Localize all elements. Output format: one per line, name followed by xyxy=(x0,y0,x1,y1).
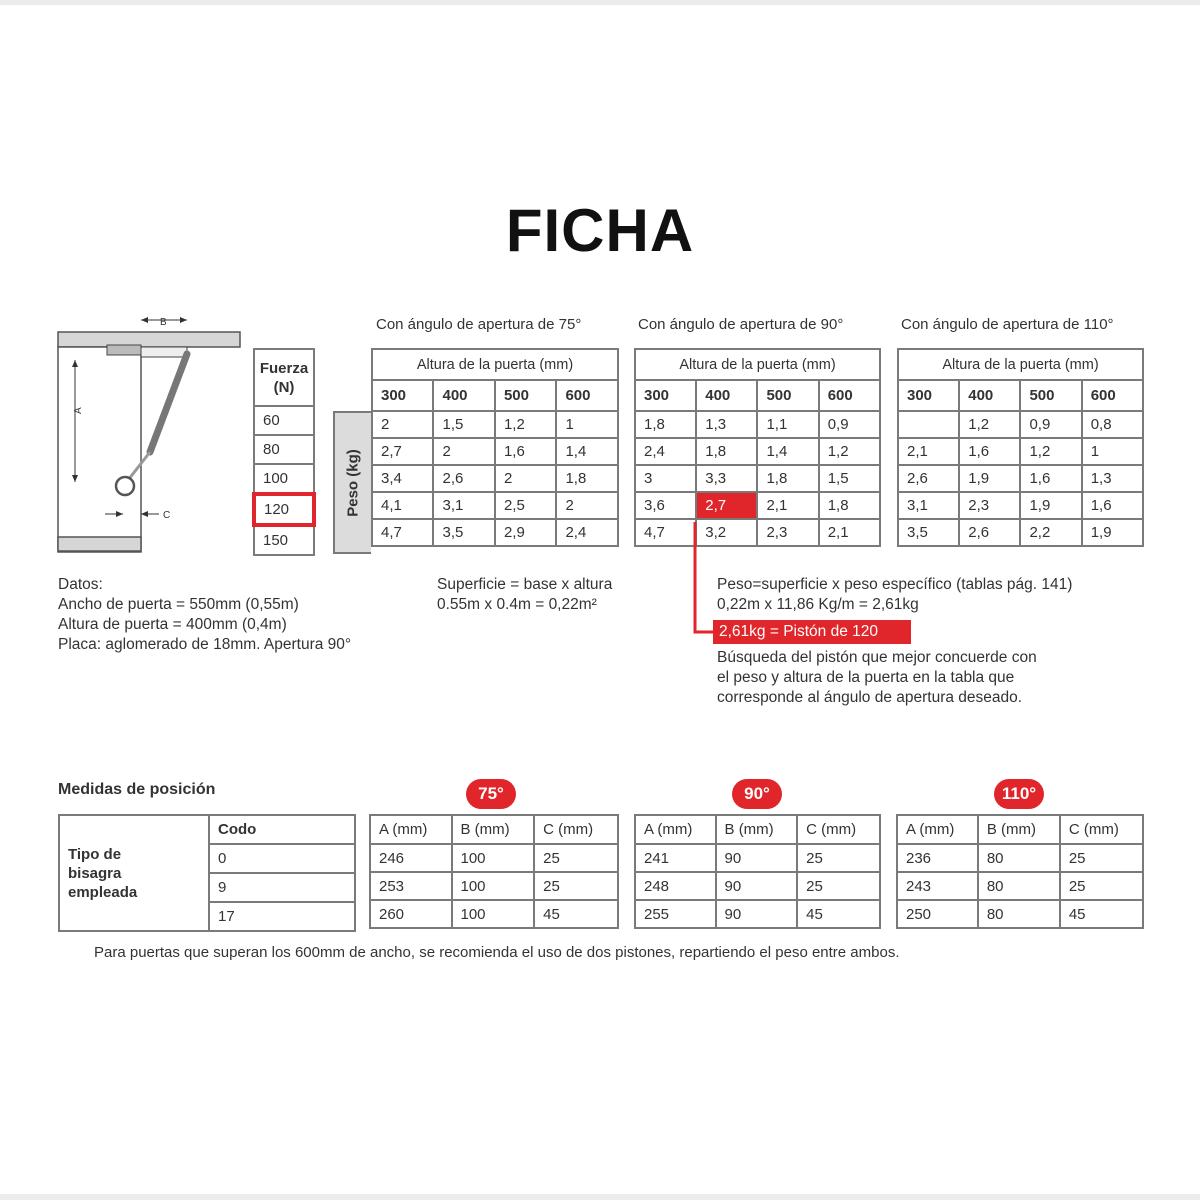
peso-cell: 1,3 xyxy=(696,411,757,438)
peso-cell: 2,2 xyxy=(1020,519,1081,546)
footer-note: Para puertas que superan los 600mm de ancho, se recomienda el uso de dos pistones, repartiendo el peso entre ambos. xyxy=(94,944,900,961)
peso-cell: 1,8 xyxy=(635,411,696,438)
altura-column-header: 300 xyxy=(372,380,433,411)
peso-cell: 1,6 xyxy=(959,438,1020,465)
peso-axis-label: Peso (kg) xyxy=(333,411,371,554)
posicion-cell: 90 xyxy=(716,844,798,872)
posicion-cell: 90 xyxy=(716,900,798,928)
peso-cell: 3,5 xyxy=(898,519,959,546)
peso-cell: 1,2 xyxy=(1020,438,1081,465)
peso-cell: 0,9 xyxy=(819,411,880,438)
peso-cell: 3,4 xyxy=(372,465,433,492)
posicion-table-110 xyxy=(896,814,1144,929)
peso-cell: 2,6 xyxy=(898,465,959,492)
peso-cell: 2,4 xyxy=(556,519,618,546)
peso-cell: 2,1 xyxy=(757,492,818,519)
peso-cell: 4,7 xyxy=(635,519,696,546)
posicion-column-header: B (mm) xyxy=(452,815,535,844)
peso-cell: 1 xyxy=(1082,438,1143,465)
peso-cell: 1,4 xyxy=(556,438,618,465)
label-c: C xyxy=(163,510,171,521)
posicion-cell: 255 xyxy=(635,900,716,928)
altura-column-header: 400 xyxy=(696,380,757,411)
peso-cell: 3,1 xyxy=(433,492,494,519)
fuerza-value: 60 xyxy=(254,406,314,435)
posicion-cell: 45 xyxy=(1060,900,1143,928)
peso-cell: 1,2 xyxy=(495,411,556,438)
peso-cell: 1,6 xyxy=(495,438,556,465)
peso-cell: 4,7 xyxy=(372,519,433,546)
peso-cell: 2,5 xyxy=(495,492,556,519)
posicion-title: Medidas de posición xyxy=(58,781,216,798)
peso-cell: 2 xyxy=(495,465,556,492)
codo-value: 0 xyxy=(209,844,355,873)
posicion-cell: 80 xyxy=(978,872,1060,900)
posicion-column-header: C (mm) xyxy=(1060,815,1143,844)
table-angle-110 xyxy=(897,348,1144,547)
peso-cell: 1,8 xyxy=(556,465,618,492)
superficie-block: Superficie = base x altura 0.55m x 0.4m = 0,22m² xyxy=(437,576,613,613)
peso-cell: 4,1 xyxy=(372,492,433,519)
badge-75: 75° xyxy=(466,779,516,809)
peso-cell: 3,6 xyxy=(635,492,696,519)
posicion-cell: 45 xyxy=(534,900,618,928)
badge-110: 110° xyxy=(994,779,1044,809)
posicion-cell: 243 xyxy=(897,872,978,900)
piston-cylinder xyxy=(150,354,187,452)
posicion-column-header: B (mm) xyxy=(978,815,1060,844)
result-label: 2,61kg = Pistón de 120 xyxy=(713,620,911,644)
altura-column-header: 300 xyxy=(898,380,959,411)
posicion-cell: 100 xyxy=(452,872,535,900)
caption-110: Con ángulo de apertura de 110° xyxy=(901,316,1114,333)
peso-cell: 1,6 xyxy=(1082,492,1143,519)
posicion-cell: 250 xyxy=(897,900,978,928)
posicion-cell: 25 xyxy=(797,872,880,900)
altura-column-header: 600 xyxy=(556,380,618,411)
peso-cell: 3,3 xyxy=(696,465,757,492)
posicion-cell: 25 xyxy=(1060,872,1143,900)
peso-cell: 2,4 xyxy=(635,438,696,465)
peso-cell: 2,6 xyxy=(959,519,1020,546)
posicion-cell: 236 xyxy=(897,844,978,872)
posicion-cell: 45 xyxy=(797,900,880,928)
peso-cell: 1,8 xyxy=(819,492,880,519)
peso-calc-block: Peso=superficie x peso específico (tablas pág. 141) 0,22m x 11,86 Kg/m = 2,61kg xyxy=(717,576,1073,613)
peso-cell: 1,5 xyxy=(433,411,494,438)
peso-cell xyxy=(898,411,959,438)
posicion-cell: 25 xyxy=(1060,844,1143,872)
tipo-bisagra-label: Tipo de bisagra empleada xyxy=(59,815,209,931)
posicion-cell: 248 xyxy=(635,872,716,900)
peso-cell: 2,1 xyxy=(898,438,959,465)
tipo-bisagra-table xyxy=(58,814,356,932)
datos-block: Datos: Ancho de puerta = 550mm (0,55m) Altura de puerta = 400mm (0,4m) Placa: aglomerado de 18mm. Apertura 90° xyxy=(58,576,352,653)
posicion-cell: 25 xyxy=(534,844,618,872)
table-angle-75 xyxy=(371,348,619,547)
codo-value: 17 xyxy=(209,902,355,931)
altura-column-header: 300 xyxy=(635,380,696,411)
altura-header: Altura de la puerta (mm) xyxy=(372,349,618,380)
piston-diagram xyxy=(55,312,245,558)
altura-column-header: 500 xyxy=(757,380,818,411)
codo-header: Codo xyxy=(209,815,355,844)
peso-cell: 1,9 xyxy=(959,465,1020,492)
posicion-cell: 253 xyxy=(370,872,452,900)
peso-cell: 0,9 xyxy=(1020,411,1081,438)
peso-cell: 3,2 xyxy=(696,519,757,546)
peso-cell: 2,7 xyxy=(696,492,757,519)
altura-column-header: 500 xyxy=(495,380,556,411)
label-b: B xyxy=(160,317,167,328)
top-border xyxy=(0,0,1200,5)
peso-cell: 1,8 xyxy=(757,465,818,492)
posicion-cell: 100 xyxy=(452,844,535,872)
fuerza-value: 100 xyxy=(254,464,314,494)
fuerza-value: 120 xyxy=(254,494,314,525)
posicion-cell: 246 xyxy=(370,844,452,872)
bottom-border xyxy=(0,1194,1200,1200)
peso-cell: 3,1 xyxy=(898,492,959,519)
peso-cell: 2,1 xyxy=(819,519,880,546)
page-title: FICHA xyxy=(505,197,695,264)
posicion-cell: 80 xyxy=(978,844,1060,872)
posicion-table-90 xyxy=(634,814,881,929)
fuerza-value: 80 xyxy=(254,435,314,464)
posicion-cell: 260 xyxy=(370,900,452,928)
posicion-cell: 25 xyxy=(797,844,880,872)
altura-header: Altura de la puerta (mm) xyxy=(898,349,1143,380)
altura-column-header: 600 xyxy=(819,380,880,411)
posicion-column-header: A (mm) xyxy=(370,815,452,844)
table-angle-90 xyxy=(634,348,881,547)
peso-cell: 1 xyxy=(556,411,618,438)
fuerza-table xyxy=(252,348,316,556)
posicion-cell: 100 xyxy=(452,900,535,928)
altura-column-header: 400 xyxy=(959,380,1020,411)
peso-cell: 2 xyxy=(433,438,494,465)
peso-cell: 1,3 xyxy=(1082,465,1143,492)
fuerza-header: Fuerza (N) xyxy=(254,349,314,406)
altura-column-header: 500 xyxy=(1020,380,1081,411)
peso-cell: 2,3 xyxy=(757,519,818,546)
posicion-column-header: B (mm) xyxy=(716,815,798,844)
fuerza-value: 150 xyxy=(254,525,314,555)
posicion-cell: 80 xyxy=(978,900,1060,928)
posicion-column-header: C (mm) xyxy=(797,815,880,844)
posicion-column-header: C (mm) xyxy=(534,815,618,844)
peso-cell: 1,9 xyxy=(1082,519,1143,546)
peso-cell: 1,1 xyxy=(757,411,818,438)
bottom-panel xyxy=(58,537,141,551)
peso-cell: 1,9 xyxy=(1020,492,1081,519)
altura-header: Altura de la puerta (mm) xyxy=(635,349,880,380)
peso-cell: 1,8 xyxy=(696,438,757,465)
altura-column-header: 400 xyxy=(433,380,494,411)
caption-90: Con ángulo de apertura de 90° xyxy=(638,316,844,333)
posicion-column-header: A (mm) xyxy=(897,815,978,844)
side-panel xyxy=(58,347,141,552)
peso-cell: 1,2 xyxy=(959,411,1020,438)
peso-cell: 2,7 xyxy=(372,438,433,465)
pivot-ring xyxy=(116,477,134,495)
busqueda-block: Búsqueda del pistón que mejor concuerde con el peso y altura de la puerta en la tabla que corresponde al ángulo de apertura deseado. xyxy=(717,649,1037,706)
peso-cell: 3,5 xyxy=(433,519,494,546)
peso-cell: 2,6 xyxy=(433,465,494,492)
posicion-table-75 xyxy=(369,814,619,929)
posicion-cell: 90 xyxy=(716,872,798,900)
top-panel xyxy=(58,332,240,347)
peso-cell: 0,8 xyxy=(1082,411,1143,438)
label-a: A xyxy=(73,407,84,414)
altura-column-header: 600 xyxy=(1082,380,1143,411)
badge-90: 90° xyxy=(732,779,782,809)
peso-cell: 1,6 xyxy=(1020,465,1081,492)
peso-cell: 1,2 xyxy=(819,438,880,465)
caption-75: Con ángulo de apertura de 75° xyxy=(376,316,582,333)
peso-cell: 1,4 xyxy=(757,438,818,465)
peso-cell: 2,3 xyxy=(959,492,1020,519)
peso-cell: 1,5 xyxy=(819,465,880,492)
peso-cell: 2,9 xyxy=(495,519,556,546)
peso-cell: 2 xyxy=(372,411,433,438)
posicion-cell: 241 xyxy=(635,844,716,872)
posicion-column-header: A (mm) xyxy=(635,815,716,844)
peso-cell: 2 xyxy=(556,492,618,519)
posicion-cell: 25 xyxy=(534,872,618,900)
codo-value: 9 xyxy=(209,873,355,902)
peso-cell: 3 xyxy=(635,465,696,492)
